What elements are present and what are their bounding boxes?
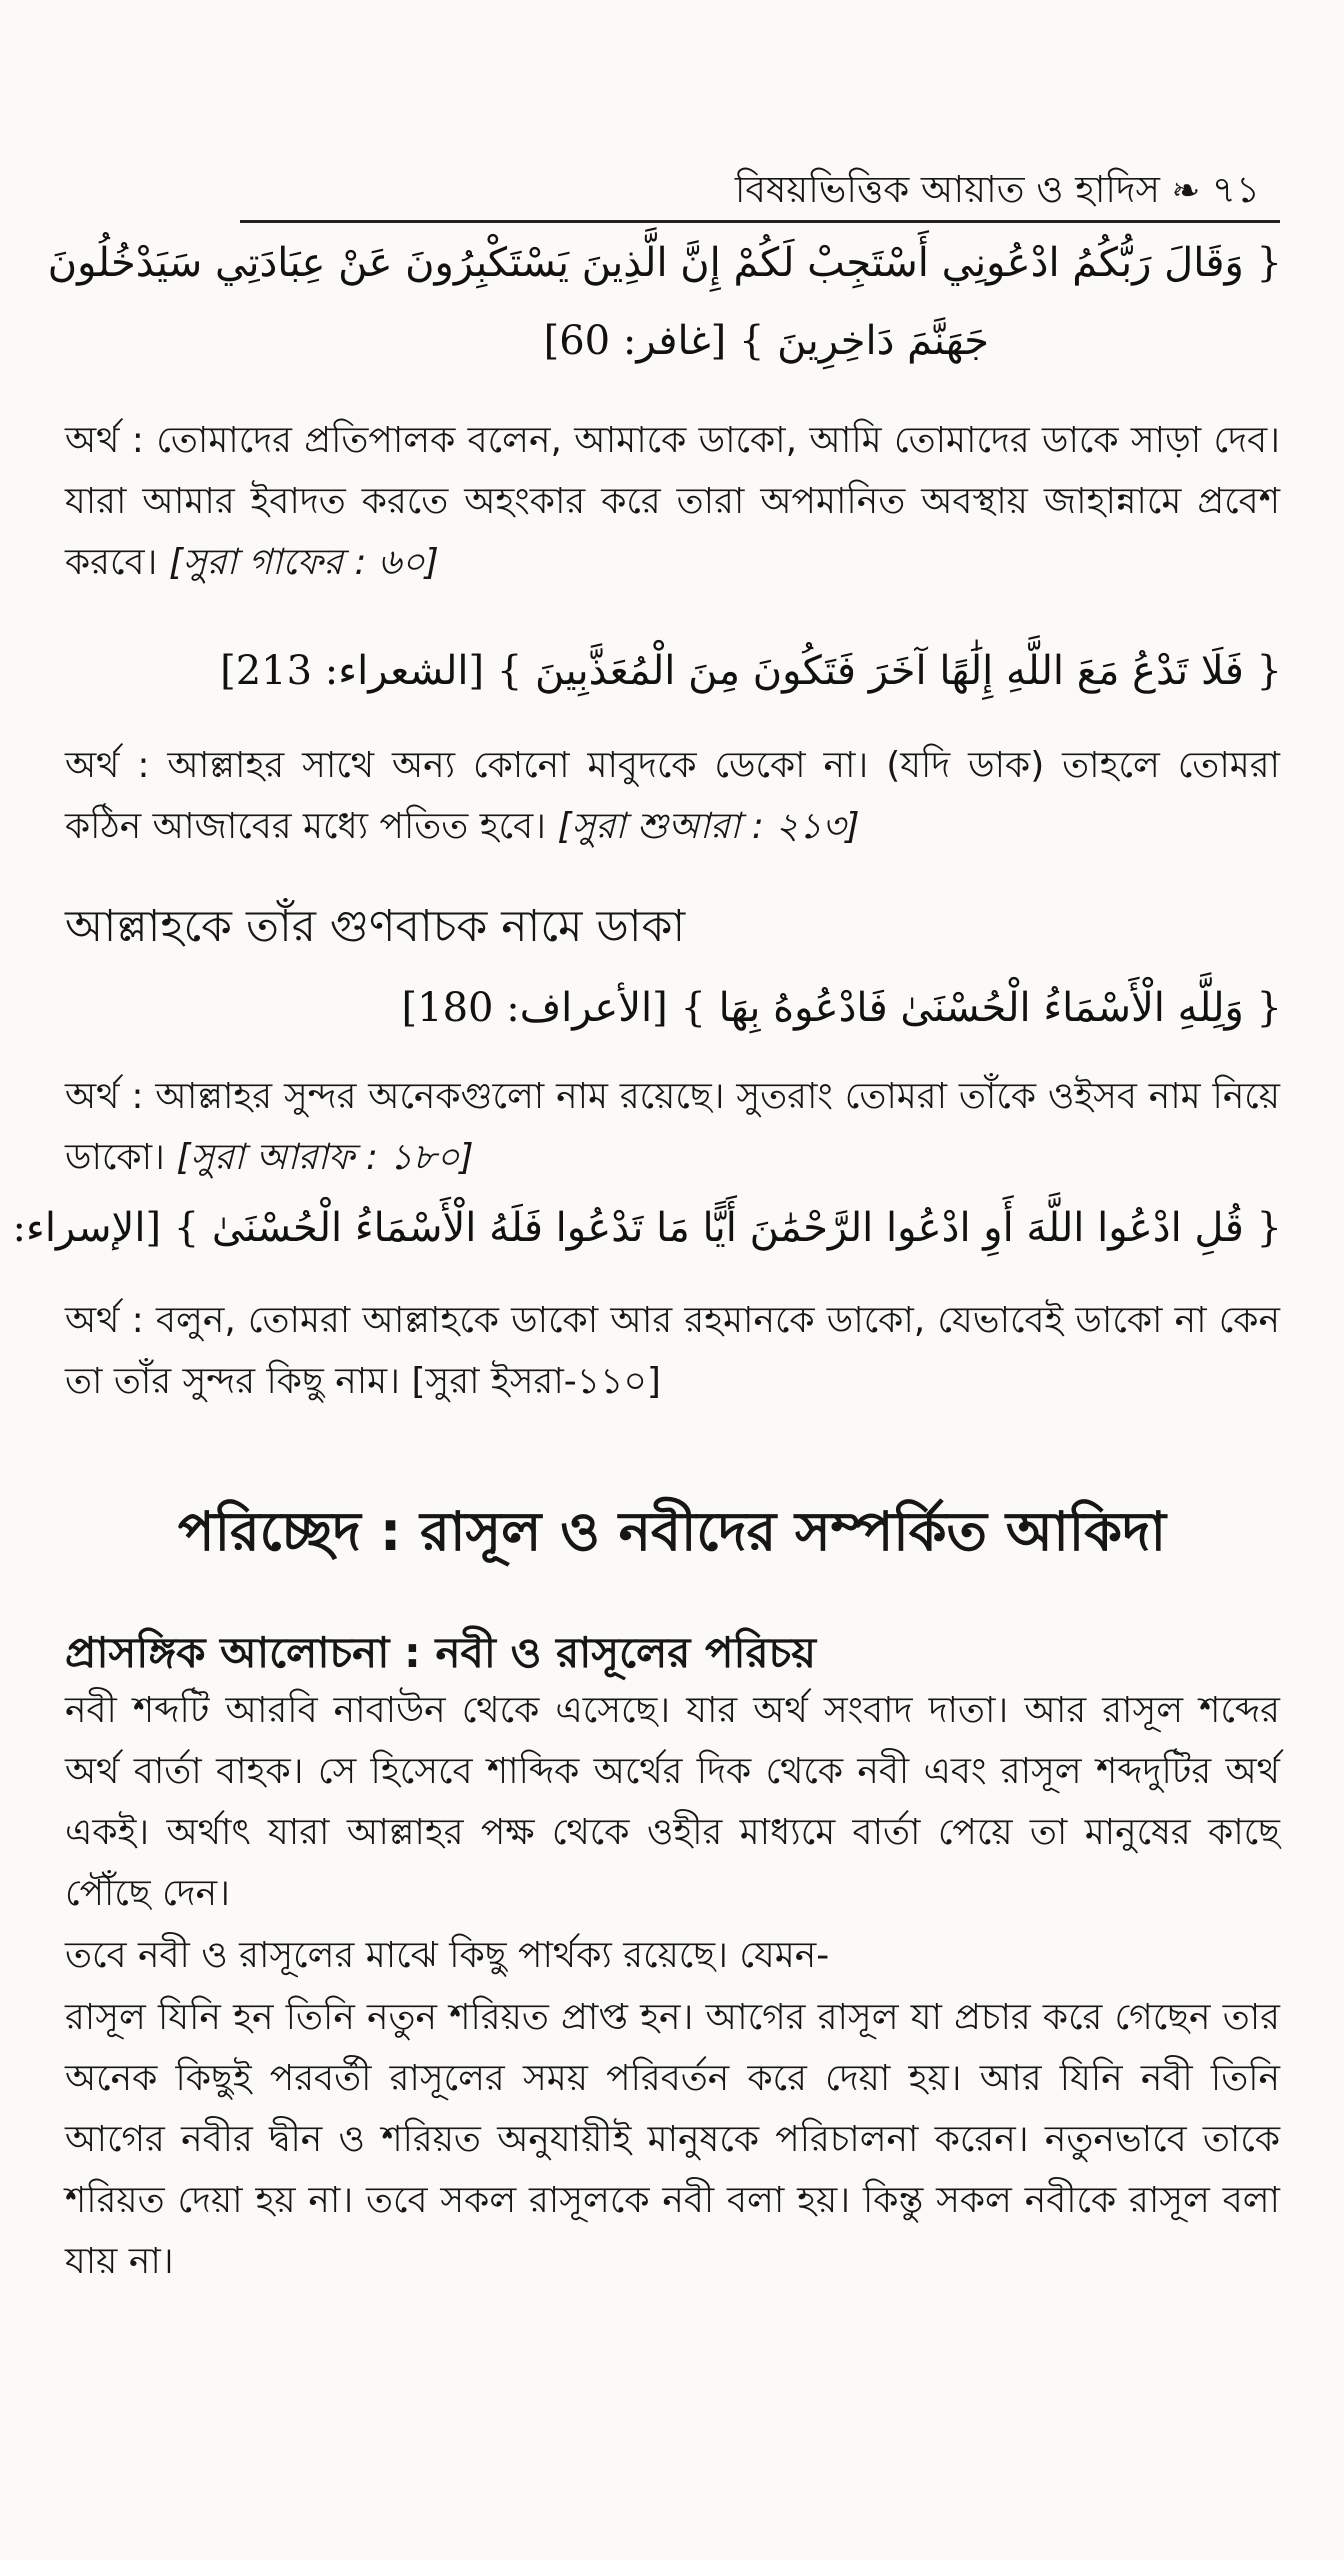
- meaning-shuara-213: [65, 735, 1280, 857]
- ayah-isra-110: { قُلِ ادْعُوا اللَّهَ أَوِ ادْعُوا الرَّحْمَٰنَ أَيًّا مَا تَدْعُوا فَلَهُ الْأَسْمَاءُ الْحُسْنَىٰ } [الإسراء:: [12, 1205, 1282, 1251]
- surah-reference: [সুরা ইসরা-১১০]: [411, 1361, 661, 1402]
- meaning-ghafir-60: [65, 410, 1280, 593]
- meaning-label: অর্থ :: [65, 1300, 144, 1341]
- header-rule: [240, 220, 1280, 223]
- ayah-shuara-213: { فَلَا تَدْعُ مَعَ اللَّهِ إِلَٰهًا آخَرَ فَتَكُونَ مِنَ الْمُعَذَّبِينَ } [الشعراء: 213]: [220, 648, 1282, 694]
- surah-reference: [সুরা গাফের : ৬০]: [168, 542, 439, 583]
- meaning-araf-180: [65, 1066, 1280, 1188]
- meaning-label: অর্থ :: [65, 420, 144, 461]
- ayah-araf-180: { وَلِلَّهِ الْأَسْمَاءُ الْحُسْنَىٰ فَادْعُوهُ بِهَا } [الأعراف: 180]: [401, 985, 1282, 1031]
- ayah-ghafir-60-line1: { وَقَالَ رَبُّكُمُ ادْعُونِي أَسْتَجِبْ لَكُمْ إِنَّ الَّذِينَ يَسْتَكْبِرُونَ عَنْ عِبَادَتِي سَيَدْخُلُونَ: [47, 240, 1282, 286]
- body-paragraph-3: রাসূল যিনি হন তিনি নতুন শরিয়ত প্রাপ্ত হন। আগের রাসূল যা প্রচার করে গেছেন তার অনেক কিছুই পরবর্তী রাসূলের সময় পরিবর্তন করে দেয়া হয়। আর যিনি নবী তিনি আগের নবীর দ্বীন ও শরিয়ত অনুযায়ীই মানুষকে পরিচালনা করেন। নতুনভাবে তাকে শরিয়ত দেয়া হয় না। তবে সকল রাসূলকে নবী বলা হয়। কিন্তু সকল নবীকে রাসূল বলা যায় না।: [65, 1997, 1280, 2282]
- page-number: ৭১: [1211, 168, 1260, 211]
- running-header: [650, 160, 1260, 223]
- ayah-ghafir-60-line2: جَهَنَّمَ دَاخِرِينَ } [غافر: 60]: [543, 318, 989, 364]
- meaning-text: বলুন, তোমরা আল্লাহকে ডাকো আর রহমানকে ডাকো, যেভাবেই ডাকো না কেন তা তাঁর সুন্দর কিছু নাম।: [65, 1300, 1280, 1402]
- meaning-label: অর্থ :: [65, 1076, 144, 1117]
- surah-reference: [সুরা শুআরা : ২১৩]: [557, 806, 860, 847]
- discussion-subheading: প্রাসঙ্গিক আলোচনা : নবী ও রাসূলের পরিচয়: [65, 1628, 817, 1677]
- meaning-label: অর্থ :: [65, 745, 150, 786]
- chapter-title: পরিচ্ছেদ : রাসূল ও নবীদের সম্পর্কিত আকিদা: [177, 1500, 1167, 1563]
- meaning-text: তোমাদের প্রতিপালক বলেন, আমাকে ডাকো, আমি তোমাদের ডাকে সাড়া দেব। যারা আমার ইবাদত করতে অহংকার করে তারা অপমানিত অবস্থায় জাহান্নামে প্রবেশ করবে।: [65, 420, 1280, 583]
- body-paragraph-2: তবে নবী ও রাসূলের মাঝে কিছু পার্থক্য রয়েছে। যেমন-: [65, 1935, 830, 1976]
- section-heading: আল্লাহকে তাঁর গুণবাচক নামে ডাকা: [65, 901, 686, 952]
- header-title: বিষয়ভিত্তিক আয়াত ও হাদিস: [734, 168, 1160, 211]
- body-paragraph-1: নবী শব্দটি আরবি নাবাউন থেকে এসেছে। যার অর্থ সংবাদ দাতা। আর রাসূল শব্দের অর্থ বার্তা বাহক। সে হিসেবে শাব্দিক অর্থের দিক থেকে নবী এবং রাসূল শব্দদুটির অর্থ একই। অর্থাৎ যারা আল্লাহর পক্ষ থেকে ওহীর মাধ্যমে বার্তা পেয়ে তা মানুষের কাছে পৌঁছে দেন।: [65, 1690, 1280, 1914]
- meaning-isra-110: [65, 1290, 1280, 1412]
- ornament-icon: ❧: [1171, 171, 1201, 211]
- surah-reference: [সুরা আরাফ : ১৮০]: [176, 1137, 474, 1178]
- meaning-text: আল্লাহর সুন্দর অনেকগুলো নাম রয়েছে। সুতরাং তোমরা তাঁকে ওইসব নাম নিয়ে ডাকো।: [65, 1076, 1280, 1178]
- meaning-text: আল্লাহর সাথে অন্য কোনো মাবুদকে ডেকো না। (যদি ডাক) তাহলে তোমরা কঠিন আজাবের মধ্যে পতিত হবে।: [65, 745, 1280, 847]
